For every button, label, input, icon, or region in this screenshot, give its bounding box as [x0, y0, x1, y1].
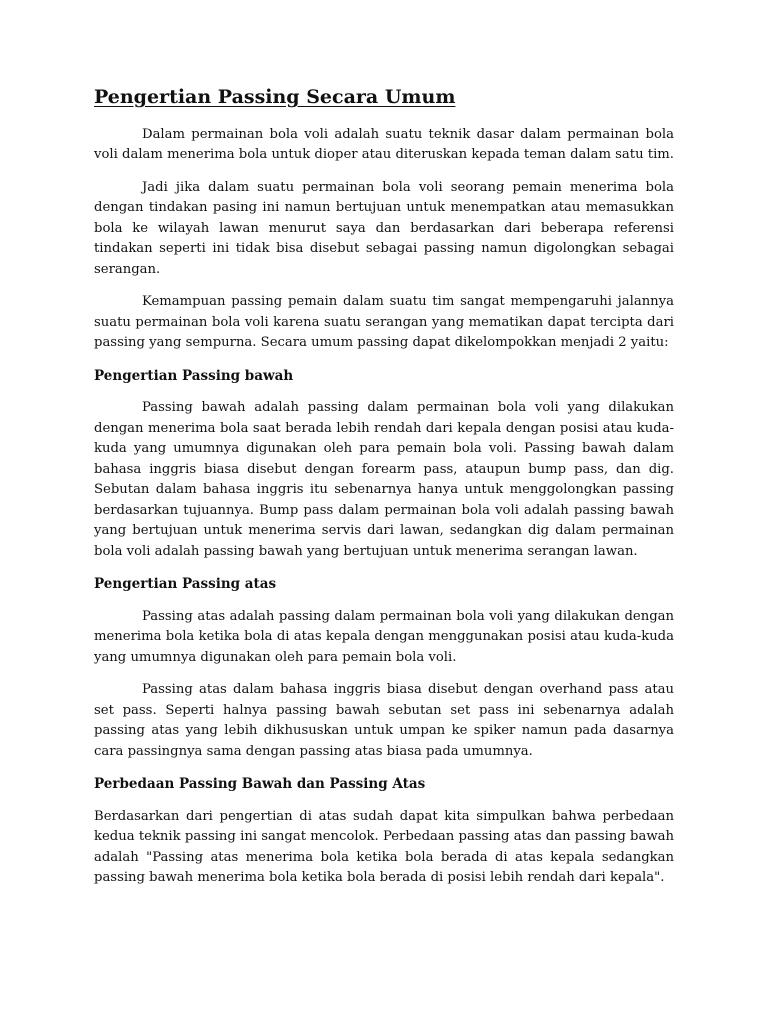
intro-paragraph-2: Jadi jika dalam suatu permainan bola voli seorang pemain menerima bola dengan tindakan pasing ini namun bertujuan untuk menempatkan atau memasukkan bola ke wilayah lawan menurut saya dan berdasarkan dari beberapa referensi tindakan seperti ini tidak bisa disebut sebagai passing namun digolongkan sebagai serangan. — [94, 179, 674, 277]
heading-passing-bawah: Pengertian Passing bawah — [94, 367, 294, 384]
passing-atas-paragraph-2: Passing atas dalam bahasa inggris biasa disebut dengan overhand pass atau set pass. Seperti halnya passing bawah sebutan set pass ini sebenarnya adalah passing atas yang lebih dikhususkan untuk umpan ke spiker namun pada dasarnya cara passingnya sama dengan passing atas biasa pada umumnya. — [94, 682, 674, 759]
intro-paragraph-3: Kemampuan passing pemain dalam suatu tim sangat mempengaruhi jalannya suatu permainan bola voli karena suatu serangan yang mematikan dapat tercipta dari passing yang sempurna. Secara umum passing dapat dikelompokkan menjadi 2 yaitu: — [94, 294, 674, 351]
heading-perbedaan: Perbedaan Passing Bawah dan Passing Atas — [94, 776, 426, 793]
intro-paragraph-1: Dalam permainan bola voli adalah suatu teknik dasar dalam permainan bola voli dalam menerima bola untuk dioper atau diteruskan kepada teman dalam satu tim. — [94, 126, 674, 163]
passing-bawah-paragraph-1: Passing bawah adalah passing dalam permainan bola voli yang dilakukan dengan menerima bola saat berada lebih rendah dari kepala dengan posisi atau kuda-kuda yang umumnya digunakan oleh para pemain bola voli. Passing bawah dalam bahasa inggris biasa disebut dengan forearm pass, ataupun bump pass, dan dig. Sebutan dalam bahasa inggris itu sebenarnya hanya untuk menggolongkan passing berdasarkan tujuannya. Bump pass dalam permainan bola voli adalah passing bawah yang bertujuan untuk menerima servis dari lawan, sedangkan dig dalam permainan bola voli adalah passing bawah yang bertujuan untuk menerima serangan lawan. — [94, 400, 674, 559]
heading-passing-atas: Pengertian Passing atas — [94, 576, 277, 593]
document-page — [94, 86, 674, 901]
perbedaan-paragraph-1: Berdasarkan dari pengertian di atas sudah dapat kita simpulkan bahwa perbedaan kedua teknik passing ini sangat mencolok. Perbedaan passing atas dan passing bawah adalah "Passing atas menerima bola ketika bola berada di atas kepala sedangkan passing bawah menerima bola ketika bola berada di posisi lebih rendah dari kepala". — [94, 808, 674, 886]
document-title: Pengertian Passing Secara Umum — [94, 86, 456, 108]
passing-atas-paragraph-1: Passing atas adalah passing dalam permainan bola voli yang dilakukan dengan menerima bola ketika bola di atas kepala dengan menggunakan posisi atau kuda-kuda yang umumnya digunakan oleh para pemain bola voli. — [94, 608, 674, 665]
